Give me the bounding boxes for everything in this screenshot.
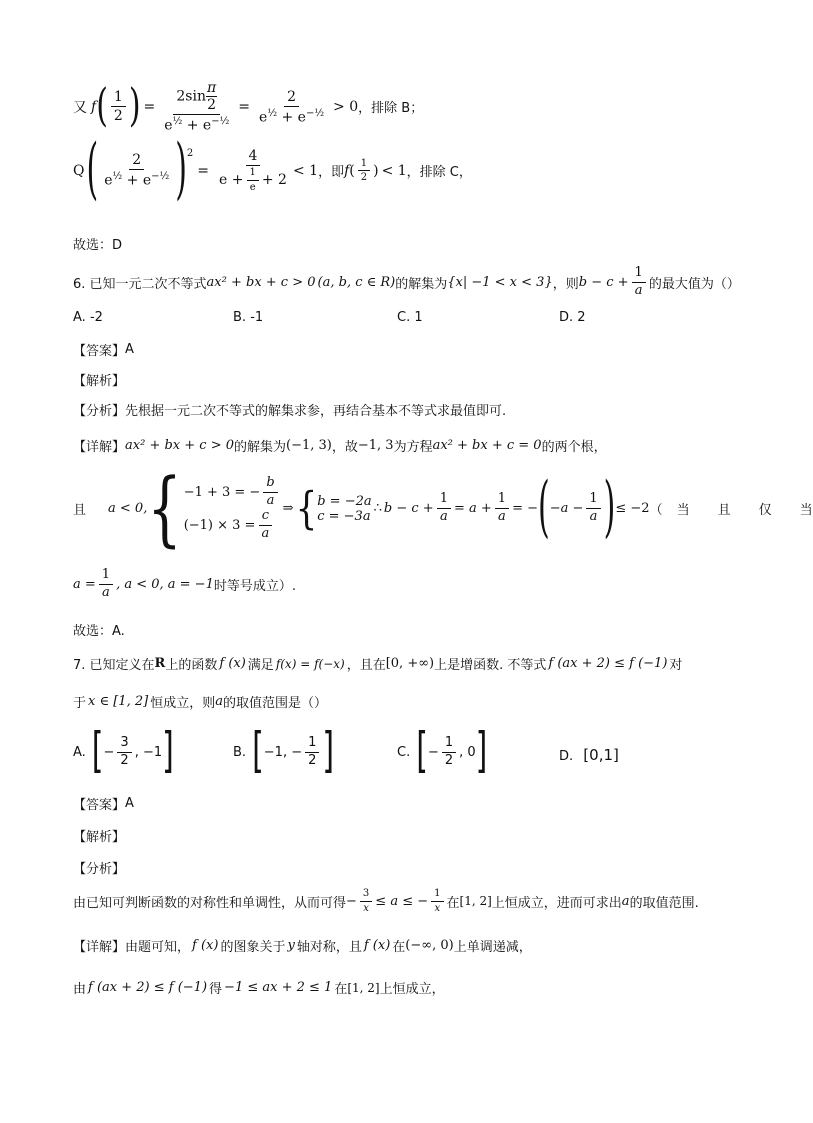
math: ax² + bx + c = 0 — [432, 438, 542, 453]
text: 的最大值为（） — [648, 276, 740, 292]
num: 1 — [495, 492, 509, 509]
pi-frac — [206, 80, 217, 113]
num: 3 — [360, 888, 372, 902]
question-6 — [73, 266, 740, 299]
paren: ) — [603, 469, 616, 547]
math: b − c + — [578, 274, 629, 290]
fraction — [305, 736, 319, 769]
label: A. — [73, 310, 86, 325]
text: 先根据一元二次不等式的解集求参，再结合基本不等式求最值即可. — [125, 404, 507, 419]
text: 在 — [446, 895, 460, 911]
den: a — [589, 509, 598, 525]
text: 恒成立，则 — [150, 696, 216, 711]
text: ，则 — [552, 276, 579, 292]
value: A — [125, 342, 134, 357]
num: 1 — [358, 158, 370, 172]
line-f-half — [73, 80, 423, 134]
num: 1 — [305, 736, 319, 753]
tag: 【分析】 — [73, 862, 126, 877]
lt1: < 1 — [381, 162, 407, 179]
final-6 — [73, 620, 125, 639]
math: [1, 2] — [459, 894, 492, 908]
paren: ( — [96, 79, 108, 133]
math: R — [154, 656, 166, 671]
text: 当 — [676, 503, 690, 519]
answer-7 — [73, 794, 134, 813]
math: f (x) — [363, 938, 391, 953]
text: 在 — [392, 940, 406, 955]
label: C. — [397, 310, 411, 325]
exp: −½ — [151, 171, 170, 183]
text: 由 — [73, 982, 87, 997]
label: A. — [73, 744, 86, 760]
eq1 — [184, 476, 281, 509]
num: 1 — [247, 167, 259, 181]
num: 1 — [586, 492, 600, 509]
e: e — [164, 117, 173, 134]
math: (−∞, 0) — [405, 938, 454, 953]
den: a — [266, 492, 275, 508]
lhs: (−1) × 3 = — [183, 517, 256, 533]
fraction — [442, 736, 456, 769]
paren: ( — [349, 162, 355, 179]
math: ≤ a ≤ − — [375, 893, 429, 909]
value: -1 — [250, 310, 264, 325]
tag: 【解析】 — [73, 830, 126, 845]
exp: −½ — [305, 107, 325, 119]
eq: = — [197, 162, 210, 179]
inner-frac — [247, 167, 259, 193]
option-7b[interactable] — [233, 723, 335, 780]
math: −1, 3 — [357, 438, 394, 453]
num: 2 — [129, 152, 144, 170]
bracket: [ — [416, 723, 428, 780]
den: a — [439, 509, 448, 525]
Q: Q — [73, 162, 85, 179]
math: = − — [512, 501, 538, 517]
text: 6. 已知一元二次不等式 — [73, 276, 207, 292]
den: e — [249, 181, 256, 193]
text: （ — [649, 503, 663, 519]
den: $e^{\frac{1}{2}} + e^{-\frac{1}{2}}$ — [104, 171, 170, 189]
den: x — [363, 902, 369, 914]
lhs: −1 + 3 = − — [183, 484, 261, 500]
paren: ) — [175, 130, 187, 208]
math: a = — [73, 576, 96, 592]
question-7-line2 — [73, 692, 327, 711]
text: 且 — [717, 503, 731, 519]
den: x — [434, 902, 441, 914]
square: 2 — [186, 148, 194, 159]
math: {x| −1 < x < 3} — [447, 274, 553, 290]
num: 3 — [117, 736, 131, 753]
fenxi-7-text — [73, 888, 699, 914]
eq: = — [238, 98, 251, 115]
arrow: ⇒ — [282, 501, 294, 517]
fraction — [258, 509, 272, 542]
den: 2 — [113, 108, 123, 125]
text: 的取值范围. — [629, 895, 699, 911]
label: C. — [397, 744, 411, 760]
math: −1 ≤ ax + 2 ≤ 1 — [224, 980, 333, 995]
e: e — [202, 117, 212, 134]
math: f (x) — [219, 656, 246, 671]
bracket: ] — [162, 723, 174, 780]
equality-cond — [73, 568, 296, 601]
detail-6 — [73, 436, 607, 455]
value: -2 — [89, 310, 103, 325]
text: 上单调递减， — [453, 940, 532, 955]
math: − — [427, 744, 439, 760]
den-text: e + — [219, 172, 244, 189]
text: 的解集为 — [234, 440, 287, 455]
fenxi-7 — [73, 858, 125, 877]
option-7c[interactable] — [397, 723, 488, 780]
math: x ∈ [1, 2] — [88, 694, 149, 709]
fraction — [431, 888, 443, 914]
math: a < 0, — [108, 501, 148, 517]
num: c — [259, 509, 272, 526]
option-d[interactable] — [559, 310, 586, 325]
math: − — [103, 744, 115, 760]
fraction-4 — [216, 148, 290, 193]
fraction — [495, 492, 509, 525]
brace: { — [295, 482, 318, 535]
lt1: < 1 — [292, 162, 319, 179]
math-f: f — [91, 98, 97, 115]
fraction — [111, 89, 126, 124]
res: c = −3a — [317, 508, 371, 524]
jiexi-7 — [73, 826, 125, 845]
exp: ½ — [267, 107, 278, 119]
fraction — [358, 158, 370, 184]
text: ，且在 — [346, 658, 386, 673]
text: 且 — [73, 503, 87, 519]
tag: 【答案】 — [73, 798, 126, 813]
text: 故选：A. — [73, 624, 125, 639]
den: 2 — [444, 752, 454, 768]
math: ax² + bx + c > 0 — [206, 274, 316, 290]
paren: ) — [373, 162, 379, 179]
math: , −1 — [134, 744, 163, 760]
paren: ) — [128, 79, 141, 133]
fraction — [117, 736, 131, 769]
text: 仅 — [758, 503, 772, 519]
tag: 【解析】 — [73, 374, 126, 389]
math: ax² + bx + c > 0 — [125, 438, 234, 453]
paren: ( — [538, 469, 550, 547]
tag: 【答案】 — [73, 344, 126, 359]
system-line — [73, 460, 813, 556]
num — [173, 80, 220, 115]
den — [256, 107, 327, 126]
num: 1 — [437, 492, 451, 509]
exp: −½ — [211, 116, 230, 128]
den: 2 — [308, 752, 317, 768]
jiexi-6 — [73, 370, 125, 389]
bracket: ] — [475, 723, 488, 780]
exp: ½ — [112, 171, 123, 183]
option-7d[interactable] — [559, 746, 619, 764]
eq2 — [184, 509, 281, 542]
line-q-square — [73, 130, 472, 208]
fraction — [99, 568, 113, 601]
text: 为方程 — [393, 440, 433, 455]
math: − — [346, 893, 357, 909]
num: b — [263, 476, 277, 493]
fraction-2 — [256, 89, 327, 126]
math: (a, b, c ∈ R) — [317, 274, 396, 290]
question-7-line1 — [73, 654, 682, 673]
therefore: ∴ — [373, 501, 382, 517]
line-answer-d — [73, 234, 122, 253]
math: , a < 0, a = −1 — [116, 576, 214, 592]
num-text: 2sin — [176, 88, 206, 105]
text: 上是增函数. 不等式 — [434, 658, 547, 673]
math: (−1, 3) — [286, 438, 332, 453]
num: 1 — [431, 888, 443, 902]
option-7a[interactable] — [73, 723, 174, 780]
tag: 【详解】 — [73, 440, 126, 455]
text: 得 — [209, 982, 223, 997]
text: ，即 — [318, 165, 345, 181]
text: 的两个根， — [541, 440, 607, 455]
e: e — [259, 109, 268, 126]
math: f (ax + 2) ≤ f (−1) — [548, 656, 668, 671]
num: 1 — [632, 266, 646, 283]
text: ，排除 B； — [358, 101, 424, 117]
den — [216, 166, 290, 193]
label: B. — [233, 310, 247, 325]
math: = a + — [453, 501, 492, 517]
value: A — [125, 796, 134, 811]
fraction — [101, 152, 172, 189]
text: 故选：D — [73, 238, 123, 253]
math: f (x) — [192, 938, 219, 953]
value: 2 — [577, 310, 586, 325]
text: ，排除 C， — [406, 165, 472, 181]
num: 2 — [284, 89, 299, 107]
num: 4 — [246, 148, 261, 166]
math: f(x) = f(−x) — [275, 656, 345, 671]
label: B. — [233, 744, 247, 760]
math: a — [215, 694, 223, 709]
math: a — [621, 893, 630, 909]
res: b = −2a — [317, 493, 372, 509]
math: −1, − — [263, 744, 303, 760]
plus: + — [186, 117, 199, 134]
den — [161, 115, 232, 134]
brace: { — [147, 460, 182, 556]
math: ≤ −2 — [615, 501, 650, 517]
num: 1 — [99, 568, 113, 585]
answer-6 — [73, 340, 134, 359]
text: 上的函数 — [165, 658, 218, 673]
system — [184, 476, 281, 542]
e: e — [297, 109, 306, 126]
option-b[interactable] — [233, 310, 263, 325]
value: 1 — [414, 310, 423, 325]
paren: ( — [86, 130, 99, 208]
text: ，故 — [331, 440, 358, 455]
den: a — [102, 584, 110, 600]
text: 7. 已知定义在 — [73, 658, 155, 673]
math-f: f — [344, 162, 350, 179]
fraction — [263, 476, 277, 509]
text: 上恒成立， — [379, 982, 445, 997]
fraction-sin — [161, 80, 232, 134]
fenxi-6 — [73, 400, 506, 419]
text: 上恒成立，进而可求出 — [491, 895, 622, 911]
pi-den: 2 — [207, 97, 217, 114]
label: D. — [559, 749, 574, 764]
math: , 0 — [459, 744, 476, 760]
results — [317, 494, 371, 524]
detail-7 — [73, 936, 532, 955]
exp: ½ — [172, 116, 183, 128]
detail-7-line2 — [73, 978, 445, 997]
tag: 【详解】 — [73, 940, 126, 955]
den: 2 — [120, 752, 129, 768]
bracket: ] — [322, 723, 335, 780]
text: 对 — [669, 658, 683, 673]
text: 当 — [799, 503, 813, 519]
text: 的图象关于 — [220, 940, 286, 955]
fraction — [360, 888, 372, 914]
text: 的取值范围是（） — [222, 696, 327, 711]
math: [0, +∞) — [385, 656, 435, 671]
fraction — [632, 266, 646, 299]
fraction — [437, 492, 451, 525]
option-a[interactable] — [73, 310, 103, 325]
den: a — [261, 525, 270, 541]
bracket: [ — [91, 723, 104, 780]
num: 1 — [442, 736, 456, 753]
text: 于 — [73, 696, 87, 711]
text: 满足 — [247, 658, 274, 673]
fraction — [586, 492, 600, 525]
label: D. — [559, 310, 574, 325]
plus2: + 2 — [261, 172, 287, 189]
text: 又 — [73, 99, 87, 116]
text: 由已知可判断函数的对称性和单调性，从而可得 — [73, 895, 347, 911]
eq: = — [143, 98, 156, 115]
den: a — [634, 282, 643, 298]
bracket: [ — [252, 723, 264, 780]
plus: + — [281, 109, 294, 126]
den: a — [498, 509, 506, 525]
text: 的解集为 — [395, 276, 448, 292]
math: b − c + — [383, 501, 434, 517]
gt0: > 0 — [333, 98, 359, 115]
text: 在 — [334, 982, 348, 997]
text: 由题可知， — [125, 940, 191, 955]
text: 轴对称，且 — [296, 940, 362, 955]
math: −a − — [549, 501, 584, 517]
pi: π — [206, 80, 217, 96]
math: [1, 2] — [347, 980, 380, 995]
math: y — [287, 938, 295, 953]
math: f (ax + 2) ≤ f (−1) — [88, 980, 208, 995]
value: [0,1] — [583, 746, 619, 764]
num: 1 — [111, 89, 126, 107]
option-c[interactable] — [397, 310, 423, 325]
text: 时等号成立）. — [213, 578, 296, 594]
den: 2 — [360, 172, 368, 184]
tag: 【分析】 — [73, 404, 126, 419]
